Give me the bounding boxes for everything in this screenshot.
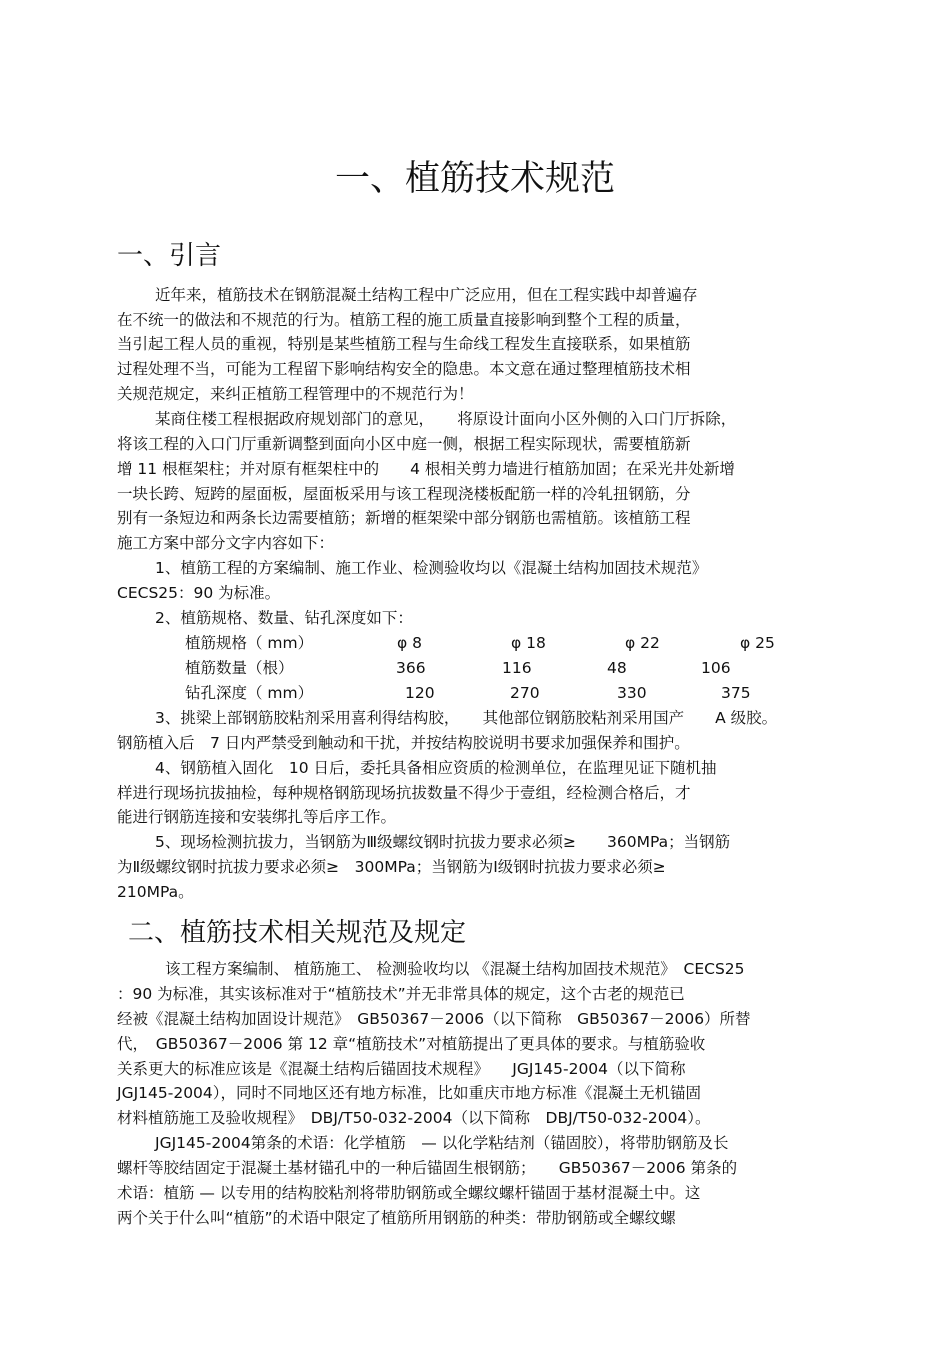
numbered-item-4-continuation: 样进行现场抗拔抽检，每种规格钢筋现场抗拔数量不得少于壹组，经检测合格后，才: [117, 784, 691, 802]
paragraph-line: 一块长跨、短跨的屋面板，屋面板采用与该工程现浇楼板配筋一样的冷轧扭钢筋，分: [117, 485, 691, 503]
page-title: 一、植筋技术规范: [334, 159, 615, 199]
numbered-item-3: 3、挑梁上部钢筋胶粘剂采用喜利得结构胶， 其他部位钢筋胶粘剂采用国产 A 级胶。: [155, 709, 778, 727]
section-heading-standards: 二、植筋技术相关规范及规定: [128, 918, 467, 948]
paragraph-line: 在不统一的做法和不规范的行为。植筋工程的施工质量直接影响到整个工程的质量，: [117, 311, 691, 329]
paragraph-line: JGJ145-2004第条的术语：化学植筋 — 以化学粘结剂（锚固胶），将带肋钢筋及长: [155, 1134, 729, 1152]
paragraph-line: 材料植筋施工及验收规程》 DBJ/T50-032-2004（以下简称 DBJ/T50-032-2004）。: [117, 1109, 711, 1127]
numbered-item-2: 2、植筋规格、数量、钻孔深度如下：: [155, 609, 413, 627]
numbered-item-3-continuation: 钢筋植入后 7 日内严禁受到触动和干扰，并按结构胶说明书要求加强保养和围护。: [117, 734, 690, 752]
paragraph-line: 某商住楼工程根据政府规划部门的意见， 将原设计面向小区外侧的入口门厅拆除，: [155, 410, 737, 428]
paragraph-line: 增 11 根框架柱；并对原有框架柱中的 4 根相关剪力墙进行植筋加固；在采光井处新增: [117, 460, 735, 478]
table-row-depth: [185, 682, 785, 705]
table-cell-value: 106: [701, 659, 731, 677]
numbered-item-5-continuation: 210MPa。: [117, 883, 194, 901]
paragraph-line: JGJ145-2004），同时不同地区还有地方标准，比如重庆市地方标准《混凝土无机锚固: [117, 1084, 702, 1102]
paragraph-line: 近年来，植筋技术在钢筋混凝土结构工程中广泛应用，但在工程实践中却普遍存: [155, 286, 698, 304]
table-cell-label: 钻孔深度（ mm）: [185, 684, 314, 702]
paragraph-line: ：90 为标准，其实该标准对于“植筋技术”并无非常具体的规定，这个古老的规范已: [117, 985, 685, 1003]
table-cell-label: 植筋数量（根）: [185, 659, 294, 677]
table-cell-value: 116: [502, 659, 532, 677]
table-cell-value: 330: [617, 684, 647, 702]
numbered-item-5-continuation: 为Ⅱ级螺纹钢时抗拔力要求必须≥ 300MPa；当钢筋为Ⅰ级钢时抗拔力要求必须≥: [117, 858, 666, 876]
paragraph-line: 螺杆等胶结固定于混凝土基材锚孔中的一种后锚固生根钢筋； GB50367－2006 第条的: [117, 1159, 738, 1177]
table-cell-value: φ 25: [740, 634, 775, 652]
table-cell-value: 366: [396, 659, 426, 677]
table-row-spec: [185, 632, 785, 655]
table-cell-value: φ 18: [511, 634, 546, 652]
paragraph-line: 关规范规定，来纠正植筋工程管理中的不规范行为！: [117, 385, 474, 403]
paragraph-line: 过程处理不当，可能为工程留下影响结构安全的隐患。本文意在通过整理植筋技术相: [117, 360, 691, 378]
paragraph-line: 代， GB50367－2006 第 12 章“植筋技术”对植筋提出了更具体的要求。与植筋验收: [117, 1035, 706, 1053]
paragraph-line: 别有一条短边和两条长边需要植筋；新增的框架梁中部分钢筋也需植筋。该植筋工程: [117, 509, 691, 527]
paragraph-line: 将该工程的入口门厅重新调整到面向小区中庭一侧，根据工程实际现状，需要植筋新: [117, 435, 691, 453]
paragraph-line: 当引起工程人员的重视，特别是某些植筋工程与生命线工程发生直接联系，如果植筋: [117, 335, 691, 353]
table-cell-value: φ 22: [625, 634, 660, 652]
paragraph-line: 经被《混凝土结构加固设计规范》 GB50367－2006（以下简称 GB50367－2006）所替: [117, 1010, 751, 1028]
paragraph-line: 术语：植筋 — 以专用的结构胶粘剂将带肋钢筋或全螺纹螺杆锚固于基材混凝土中。这: [117, 1184, 701, 1202]
table-cell-value: 120: [405, 684, 435, 702]
table-row-count: [185, 657, 785, 680]
paragraph-line: 该工程方案编制、 植筋施工、 检测验收均以 《混凝土结构加固技术规范》 CECS25: [165, 960, 745, 978]
numbered-item-1: 1、植筋工程的方案编制、施工作业、检测验收均以《混凝土结构加固技术规范》: [155, 559, 708, 577]
paragraph-line: 施工方案中部分文字内容如下：: [117, 534, 335, 552]
table-cell-value: φ 8: [397, 634, 423, 652]
numbered-item-1-continuation: CECS25：90 为标准。: [117, 584, 281, 602]
section-heading-introduction: 一、引言: [117, 241, 222, 271]
table-cell-value: 270: [510, 684, 540, 702]
table-cell-value: 375: [721, 684, 751, 702]
table-cell-label: 植筋规格（ mm）: [185, 634, 314, 652]
paragraph-line: 两个关于什么叫“植筋”的术语中限定了植筋所用钢筋的种类：带肋钢筋或全螺纹螺: [117, 1209, 676, 1227]
numbered-item-4-continuation: 能进行钢筋连接和安装绑扎等后序工作。: [117, 808, 397, 826]
numbered-item-5: 5、现场检测抗拔力，当钢筋为Ⅲ级螺纹钢时抗拔力要求必须≥ 360MPa；当钢筋: [155, 833, 731, 851]
numbered-item-4: 4、钢筋植入固化 10 日后，委托具备相应资质的检测单位，在监理见证下随机抽: [155, 759, 717, 777]
paragraph-line: 关系更大的标准应该是《混凝土结构后锚固技术规程》 JGJ145-2004（以下简称: [117, 1060, 686, 1078]
table-cell-value: 48: [607, 659, 627, 677]
